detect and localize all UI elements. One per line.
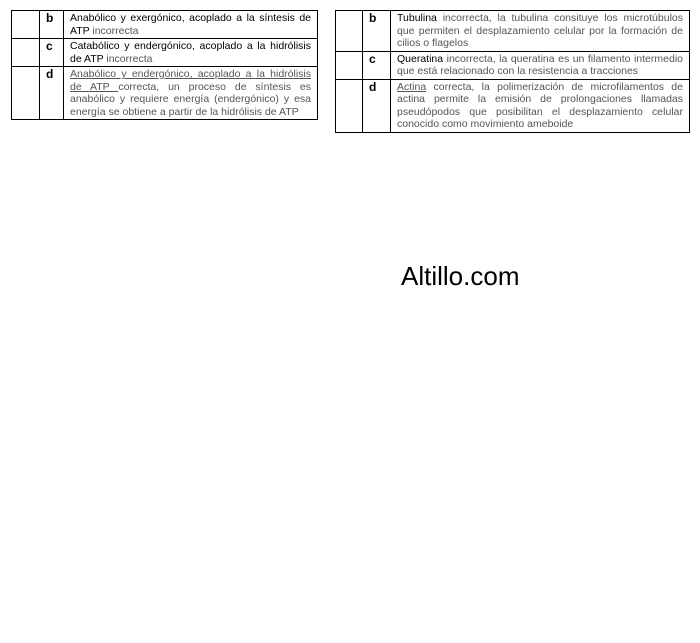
option-verdict: incorrecta (103, 52, 153, 65)
option-verdict: correcta (426, 80, 472, 93)
option-term: Tubulina (397, 12, 437, 24)
option-letter: b (40, 11, 64, 39)
blank-cell (12, 39, 40, 67)
option-term: Anabólico y endergónico, acoplado a la hidrólisis de ATP (70, 68, 311, 93)
table-row (336, 79, 690, 132)
option-text (391, 51, 690, 79)
option-text (64, 11, 318, 39)
table-row (12, 11, 318, 39)
option-explanation: , la queratina es un filamento intermedio que está relacionado con la resistencia a tracciones (397, 52, 683, 77)
table-row (12, 39, 318, 67)
option-verdict: correcta (118, 80, 157, 93)
option-letter: d (363, 79, 391, 132)
option-term: Actina (397, 80, 427, 93)
blank-cell (336, 11, 363, 52)
table-row (336, 51, 690, 79)
option-explanation: , la tubulina consituye los microtúbulos que permiten el desplazamiento celular por la formación de cilios o flagelos (397, 12, 683, 49)
option-letter: c (40, 39, 64, 67)
option-text (64, 67, 318, 120)
table-row (12, 67, 318, 120)
blank-cell (12, 67, 40, 120)
option-term: Catabólico y endergónico, acoplado a la hidrólisis de ATP (70, 40, 311, 65)
option-verdict: incorrecta (443, 52, 493, 65)
option-text (64, 39, 318, 67)
option-text (391, 11, 690, 52)
option-explanation: , la polimerización de microfilamentos de actina permite la emisión de prolongaciones llamadas pseudópodos que posibilitan el desplazamiento celular conocido como movimiento ameboide (397, 80, 683, 130)
option-verdict: incorrecta (89, 24, 139, 37)
option-letter: d (40, 67, 64, 120)
blank-cell (12, 11, 40, 39)
option-term: Queratina (397, 52, 444, 65)
blank-cell (336, 51, 363, 79)
table-row (336, 11, 690, 52)
blank-cell (336, 79, 363, 132)
option-explanation: , un proceso de síntesis es anabólico y requiere energía (endergónico) y esa energía se obtiene a partir de la hidrólisis de ATP (70, 80, 312, 118)
option-term: Anabólico y exergónico, acoplado a la síntesis de ATP (70, 12, 311, 37)
option-verdict: incorrecta (436, 12, 489, 24)
answers-table-left (11, 10, 318, 120)
option-text (391, 79, 690, 132)
answers-table-right (335, 10, 690, 133)
option-letter: c (363, 51, 391, 79)
option-letter: b (363, 11, 391, 52)
watermark-text: Altillo.com (401, 261, 520, 291)
